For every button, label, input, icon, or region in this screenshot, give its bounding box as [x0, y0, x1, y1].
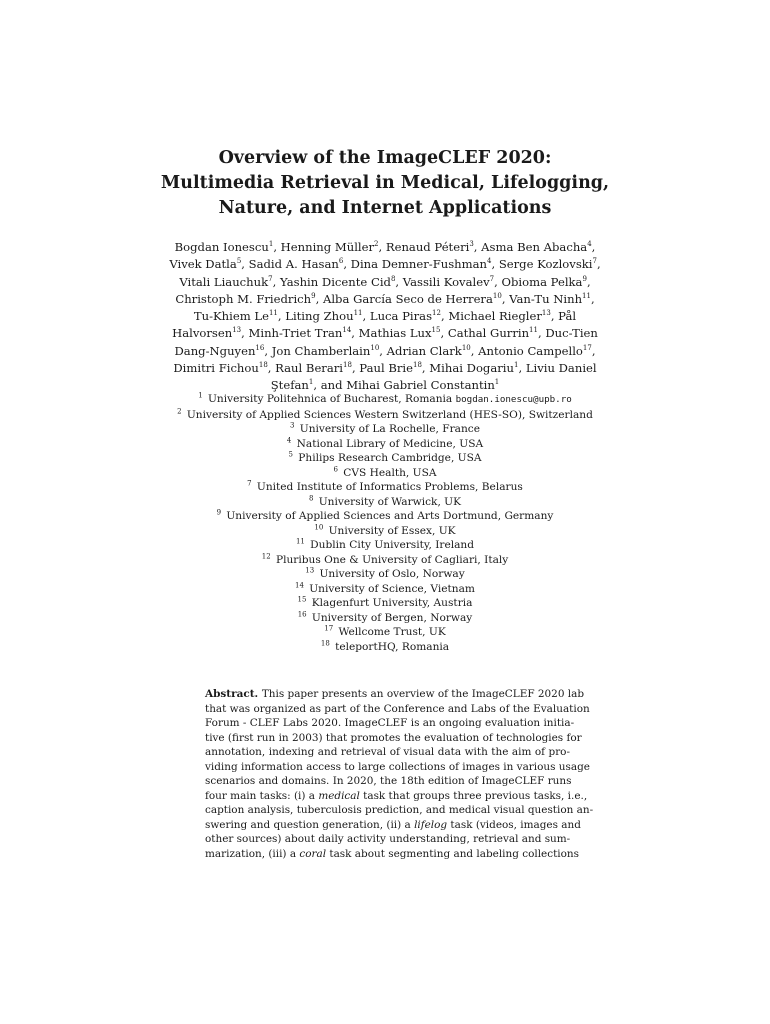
author-name: , — [591, 343, 596, 358]
affiliation-item — [150, 437, 620, 452]
affiliation-number: 6 — [333, 464, 338, 473]
author-affil-marker: 11 — [268, 309, 278, 318]
abstract-text: task that groups three previous tasks, i.e., — [359, 789, 588, 802]
author-name: , — [591, 240, 596, 254]
abstract-emphasis: lifelog — [414, 818, 448, 831]
author-name: , Raul Berari — [267, 361, 344, 376]
author-line — [150, 360, 620, 377]
abstract-text: task about segmenting and labeling collections — [326, 847, 579, 860]
affiliation-text: Dublin City University, Ireland — [304, 539, 475, 551]
affiliation-number: 1 — [198, 391, 203, 400]
abstract-text: other sources) about daily activity understanding, retrieval and sum- — [205, 833, 571, 845]
author-name: , Henning Müller — [273, 240, 375, 254]
author-affil-marker: 11 — [529, 326, 538, 335]
author-affil-marker: 1 — [268, 240, 274, 249]
author-line — [150, 343, 620, 360]
affiliation-item — [150, 553, 620, 568]
affiliation-item — [150, 480, 620, 495]
author-name: , Yashin Dicente Cid — [272, 274, 391, 289]
author-affil-marker: 7 — [489, 274, 495, 283]
affiliation-text: University Politehnica of Bucharest, Romania — [202, 393, 456, 405]
affiliation-number: 4 — [286, 435, 292, 444]
affiliation-text: United Institute of Informatics Problems, Belarus — [251, 481, 523, 493]
affiliation-number: 3 — [290, 421, 295, 430]
title-line: Nature, and Internet Applications — [218, 198, 552, 218]
abstract-emphasis: medical — [318, 789, 360, 802]
author-name: , Paul Brie — [351, 361, 413, 376]
affiliation-number: 18 — [320, 638, 330, 647]
author-name: , Alba García Seco de Herrera — [315, 291, 493, 306]
author-name: , Renaud Péteri — [378, 240, 470, 254]
author-affil-marker: 13 — [232, 326, 242, 335]
abstract-line — [205, 745, 570, 760]
affiliation-text: University of Science, Vietnam — [303, 582, 475, 595]
affiliation-list — [150, 392, 620, 654]
author-name: , Van-Tu Ninh — [501, 291, 583, 306]
author-affil-marker: 1 — [513, 361, 519, 370]
affiliation-number: 14 — [295, 580, 304, 589]
author-name: , — [596, 257, 601, 272]
author-affil-marker: 11 — [582, 292, 591, 301]
affiliation-number: 12 — [261, 551, 271, 560]
author-affil-marker: 9 — [311, 292, 316, 301]
affiliation-text: University of Warwick, UK — [313, 495, 462, 508]
author-affil-marker: 10 — [461, 343, 471, 352]
abstract-text: that was organized as part of the Conference and Labs of the Evaluation — [205, 702, 590, 715]
abstract-line — [205, 702, 590, 717]
author-name: , Minh-Triet Tran — [241, 326, 343, 341]
author-line — [150, 325, 620, 342]
author-list — [150, 239, 620, 395]
abstract-line — [205, 774, 570, 789]
author-name: , Mihai Dogariu — [421, 361, 514, 376]
author-name: , Serge Kozlovski — [491, 257, 593, 272]
affiliation-item — [150, 408, 620, 423]
author-affil-marker: 1 — [494, 378, 500, 387]
author-line — [150, 274, 620, 291]
abstract-line — [205, 832, 570, 847]
affiliation-text: National Library of Medicine, USA — [291, 437, 484, 450]
author-affil-marker: 7 — [592, 257, 597, 266]
author-affil-marker: 5 — [236, 257, 242, 266]
abstract-heading: Abstract. — [205, 688, 262, 700]
affiliation-number: 10 — [314, 522, 324, 531]
abstract-line — [205, 803, 594, 818]
affiliation-text: teleportHQ, Romania — [329, 640, 450, 653]
abstract-text: swering and question generation, (ii) a — [205, 818, 415, 831]
affiliation-item — [150, 582, 620, 597]
author-line — [150, 308, 620, 325]
author-affil-marker: 12 — [432, 309, 441, 318]
affiliation-text: University of Essex, UK — [323, 524, 456, 537]
abstract-text: Forum - CLEF Labs 2020. ImageCLEF is an ongoing evaluation initia- — [205, 717, 575, 729]
affiliation-item — [150, 392, 620, 408]
affiliation-number: 11 — [295, 537, 305, 546]
affiliation-number: 16 — [297, 609, 307, 618]
affiliation-number: 13 — [305, 566, 315, 575]
abstract-text: marization, (iii) a — [205, 847, 300, 860]
author-name: , Luca Piras — [362, 309, 433, 324]
affiliation-text: Klagenfurt University, Austria — [306, 597, 473, 609]
author-name: Halvorsen — [172, 326, 233, 341]
abstract-text: scenarios and domains. In 2020, the 18th edition of ImageCLEF runs — [205, 775, 572, 787]
author-name: Vitali Liauchuk — [179, 274, 269, 289]
abstract-line — [205, 687, 585, 702]
affiliation-number: 5 — [288, 450, 293, 459]
author-affil-marker: 2 — [374, 240, 379, 249]
author-line — [150, 256, 620, 273]
affiliation-item — [150, 422, 620, 437]
author-name: , Liting Zhou — [277, 309, 354, 324]
author-name: Dimitri Fichou — [173, 361, 259, 376]
affiliation-item — [150, 495, 620, 510]
affiliation-text: University of Oslo, Norway — [314, 568, 465, 580]
author-name: , — [586, 274, 591, 289]
author-affil-marker: 1 — [308, 378, 314, 387]
author-affil-marker: 3 — [469, 240, 474, 249]
author-name: , Obioma Pelka — [494, 274, 583, 289]
author-name: , Asma Ben Abacha — [473, 240, 588, 254]
abstract-text: caption analysis, tuberculosis prediction, and medical visual question an- — [205, 804, 594, 816]
author-name: , Dina Demner-Fushman — [343, 257, 487, 272]
author-affil-marker: 6 — [338, 257, 344, 266]
abstract-text: tive (first run in 2003) that promotes the evaluation of technologies for — [205, 731, 582, 744]
affiliation-text: University of Bergen, Norway — [306, 611, 473, 624]
title-line: Multimedia Retrieval in Medical, Lifelogging, — [160, 173, 610, 193]
affiliation-text: Philips Research Cambridge, USA — [292, 452, 482, 464]
author-name: , Liviu Daniel — [518, 361, 597, 376]
author-name: Dang-Nguyen — [174, 343, 256, 358]
abstract-line — [205, 760, 590, 775]
affiliation-text: Wellcome Trust, UK — [333, 626, 446, 638]
affiliation-item — [150, 625, 620, 640]
author-affil-marker: 4 — [487, 257, 492, 266]
author-name: Christoph M. Friedrich — [175, 291, 312, 306]
author-name: , Cathal Gurrin — [440, 326, 530, 341]
author-name: , Sadid A. Hasan — [241, 257, 339, 272]
affiliation-item — [150, 640, 620, 655]
author-affil-marker: 10 — [492, 292, 502, 301]
abstract-text: four main tasks: (i) a — [205, 789, 319, 802]
author-name: Vivek Datla — [169, 257, 237, 272]
author-name: , and Mihai Gabriel Constantin — [313, 378, 495, 393]
author-affil-marker: 17 — [582, 343, 592, 352]
author-affil-marker: 7 — [268, 274, 273, 283]
affiliation-number: 8 — [308, 493, 314, 502]
author-name: , Michael Riegler — [440, 309, 542, 324]
affiliation-email: bogdan.ionescu@upb.ro — [455, 394, 572, 405]
affiliation-number: 15 — [297, 595, 307, 604]
affiliation-item — [150, 538, 620, 553]
affiliation-item — [150, 466, 620, 481]
author-affil-marker: 4 — [587, 240, 592, 249]
author-affil-marker: 18 — [258, 361, 268, 370]
author-affil-marker: 15 — [431, 326, 441, 335]
author-name: , Vassili Kovalev — [395, 274, 490, 289]
affiliation-item — [150, 567, 620, 582]
abstract-text: This paper presents an overview of the ImageCLEF 2020 lab — [261, 688, 585, 700]
affiliation-text: CVS Health, USA — [337, 466, 437, 479]
author-affil-marker: 13 — [541, 309, 551, 318]
affiliation-item — [150, 524, 620, 539]
author-line — [150, 239, 620, 256]
affiliation-text: Pluribus One & University of Cagliari, Italy — [270, 553, 509, 566]
affiliation-text: University of La Rochelle, France — [294, 423, 480, 435]
author-name: , Pål — [550, 309, 577, 324]
author-affil-marker: 11 — [353, 309, 363, 318]
author-affil-marker: 18 — [343, 361, 352, 370]
abstract-line — [205, 818, 581, 833]
author-affil-marker: 16 — [255, 343, 265, 352]
author-name: Tu-Khiem Le — [193, 309, 269, 324]
author-name: , Jon Chamberlain — [264, 343, 371, 358]
abstract — [205, 687, 594, 861]
abstract-line — [205, 789, 588, 804]
author-affil-marker: 8 — [390, 274, 396, 283]
title-line: Overview of the ImageCLEF 2020: — [218, 148, 552, 168]
author-affil-marker: 9 — [582, 274, 587, 283]
author-line — [150, 291, 620, 308]
affiliation-number: 17 — [324, 624, 334, 633]
author-name: Ştefan — [270, 378, 309, 393]
affiliation-item — [150, 451, 620, 466]
abstract-line — [205, 847, 579, 862]
author-affil-marker: 14 — [342, 326, 352, 335]
abstract-text: annotation, indexing and retrieval of visual data with the aim of pro- — [205, 746, 570, 758]
author-name: , — [590, 291, 595, 306]
abstract-line — [205, 731, 582, 746]
author-name: , Mathias Lux — [351, 326, 432, 341]
affiliation-number: 2 — [177, 406, 182, 415]
affiliation-text: University of Applied Sciences Western Switzerland (HES-SO), Switzerland — [181, 408, 593, 421]
abstract-text: task (videos, images and — [447, 818, 581, 831]
affiliation-item — [150, 611, 620, 626]
author-name: Bogdan Ionescu — [174, 240, 269, 254]
author-name: , Antonio Campello — [470, 343, 583, 358]
author-affil-marker: 18 — [413, 361, 422, 370]
affiliation-number: 9 — [216, 508, 222, 517]
abstract-emphasis: coral — [299, 847, 327, 860]
author-name: , Duc-Tien — [537, 326, 598, 341]
author-name: , Adrian Clark — [379, 343, 462, 358]
paper-title — [130, 146, 640, 221]
affiliation-item — [150, 509, 620, 524]
abstract-text: viding information access to large collections of images in various usage — [205, 760, 590, 773]
affiliation-item — [150, 596, 620, 611]
affiliation-number: 7 — [247, 479, 252, 488]
abstract-line — [205, 716, 575, 731]
author-affil-marker: 10 — [370, 343, 380, 352]
affiliation-text: University of Applied Sciences and Arts Dortmund, Germany — [221, 510, 554, 522]
